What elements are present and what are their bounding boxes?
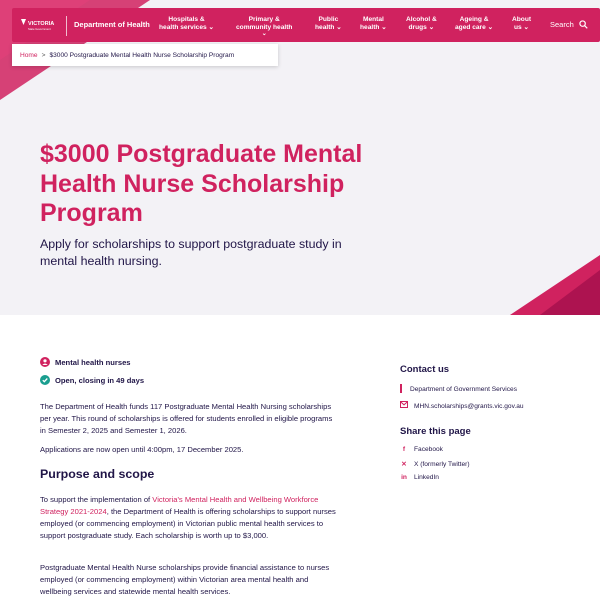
- nav-about-us[interactable]: [512, 16, 531, 31]
- check-circle-icon: [40, 375, 50, 385]
- share-x-label: X (formerly Twitter): [414, 461, 470, 468]
- nav-item-line2: health: [315, 23, 335, 31]
- share-facebook-link[interactable]: [400, 446, 443, 453]
- contact-organisation-label: Department of Government Services: [410, 386, 518, 393]
- purpose-text-pre: To support the implementation of: [40, 495, 153, 504]
- facebook-icon: f: [402, 446, 406, 453]
- chevron-down-icon: ⌄: [487, 23, 494, 31]
- share-linkedin-link[interactable]: [400, 474, 439, 481]
- share-facebook-label: Facebook: [414, 446, 443, 453]
- workforce-strategy-link[interactable]: Victoria's Mental Health and Wellbeing Workforce Strategy 2021-2024: [40, 495, 319, 517]
- nav-item-line1: Primary &: [248, 16, 280, 23]
- breadcrumb: [12, 44, 278, 66]
- search-label: Search: [550, 20, 574, 29]
- search-button[interactable]: [550, 20, 588, 29]
- nav-item-line1: Mental: [362, 16, 384, 23]
- section-heading-purpose: Purpose and scope: [40, 467, 155, 481]
- nav-item-line1: Ageing &: [459, 16, 489, 23]
- applications-open-paragraph: Applications are now open until 4:00pm, 17 December 2025.: [40, 445, 244, 454]
- nav-primary-community-health[interactable]: [236, 16, 292, 37]
- top-navigation-bar: [12, 8, 600, 42]
- chevron-down-icon: ⌄: [208, 23, 215, 31]
- x-icon: ✕: [401, 461, 407, 468]
- svg-text:State Government: State Government: [28, 27, 51, 31]
- nav-mental-health[interactable]: [360, 16, 387, 31]
- chevron-down-icon: ⌄: [428, 23, 435, 31]
- chevron-down-icon: ⌄: [336, 23, 342, 31]
- contact-email-label: MHN.scholarships@grants.vic.gov.au: [414, 403, 524, 410]
- nav-public-health[interactable]: [315, 16, 342, 31]
- breadcrumb-separator: >: [41, 52, 46, 59]
- status-tag: [40, 375, 144, 385]
- search-icon: [579, 20, 588, 29]
- scholarship-assistance-paragraph: Postgraduate Mental Health Nurse scholarships provide financial assistance to nurses employed (or commencing employment) within Victorian area mental health and wellbeing services and statewide mental health services.: [40, 563, 330, 597]
- page-subtitle: Apply for scholarships to support postgraduate study in mental health nursing.: [40, 237, 342, 268]
- chevron-down-icon: ⌄: [261, 31, 267, 37]
- purpose-paragraph: [40, 494, 340, 542]
- nav-item-line2: drugs: [408, 23, 427, 31]
- breadcrumb-home-link[interactable]: Home: [20, 52, 38, 59]
- nav-item-line1: About: [512, 16, 532, 23]
- accent-bar: [400, 384, 402, 393]
- nav-item-line2: community health: [236, 23, 293, 31]
- purpose-text-post: , the Department of Health is offering scholarships to support nurses employed (or commencing employment) in Victorian public mental health services to support postgraduate study. Each scholarship is worth up to $3,000.: [40, 507, 336, 541]
- nav-item-line2: health services: [159, 23, 207, 31]
- user-icon: [40, 357, 50, 367]
- audience-label: Mental health nurses: [55, 358, 131, 367]
- share-x-link[interactable]: [400, 460, 470, 468]
- contact-email-link[interactable]: [400, 401, 524, 410]
- chevron-down-icon: ⌄: [381, 23, 387, 31]
- status-label: Open, closing in 49 days: [55, 376, 145, 385]
- nav-ageing-aged-care[interactable]: [455, 16, 493, 31]
- victoria-logo[interactable]: [21, 19, 61, 33]
- audience-tag: [40, 357, 131, 367]
- hero-decoration-bottom-right: [510, 255, 600, 315]
- linkedin-icon: in: [401, 474, 407, 481]
- share-heading: Share this page: [400, 426, 471, 437]
- nav-item-line2: aged care: [455, 23, 486, 31]
- nav-item-line1: Hospitals &: [168, 16, 205, 23]
- share-linkedin-label: LinkedIn: [414, 474, 439, 481]
- logo-divider: [66, 16, 67, 36]
- svg-text:VICTORIA: VICTORIA: [28, 21, 55, 27]
- nav-hospitals-health-services[interactable]: [159, 16, 214, 31]
- nav-item-line1: Alcohol &: [406, 16, 437, 23]
- department-name[interactable]: Department of Health: [74, 20, 150, 29]
- nav-alcohol-drugs[interactable]: [406, 16, 437, 31]
- breadcrumb-current: $3000 Postgraduate Mental Health Nurse Scholarship Program: [49, 52, 235, 59]
- chevron-down-icon: ⌄: [523, 23, 530, 31]
- nav-item-line2: health: [360, 23, 380, 31]
- email-icon: [400, 401, 408, 410]
- contact-us-heading: Contact us: [400, 364, 450, 375]
- nav-item-line2: us: [513, 23, 522, 31]
- nav-item-line1: Public: [318, 16, 339, 23]
- page-title: $3000 Postgraduate Mental Health Nurse Scholarship Program: [40, 140, 363, 227]
- contact-organisation: [400, 384, 517, 393]
- intro-paragraph: The Department of Health funds 117 Postgraduate Mental Health Nursing scholarships per year. This round of scholarships is offered for students enrolled in eligible programs in Semester 2, 2025 and Semester 1, 2026.: [40, 402, 333, 436]
